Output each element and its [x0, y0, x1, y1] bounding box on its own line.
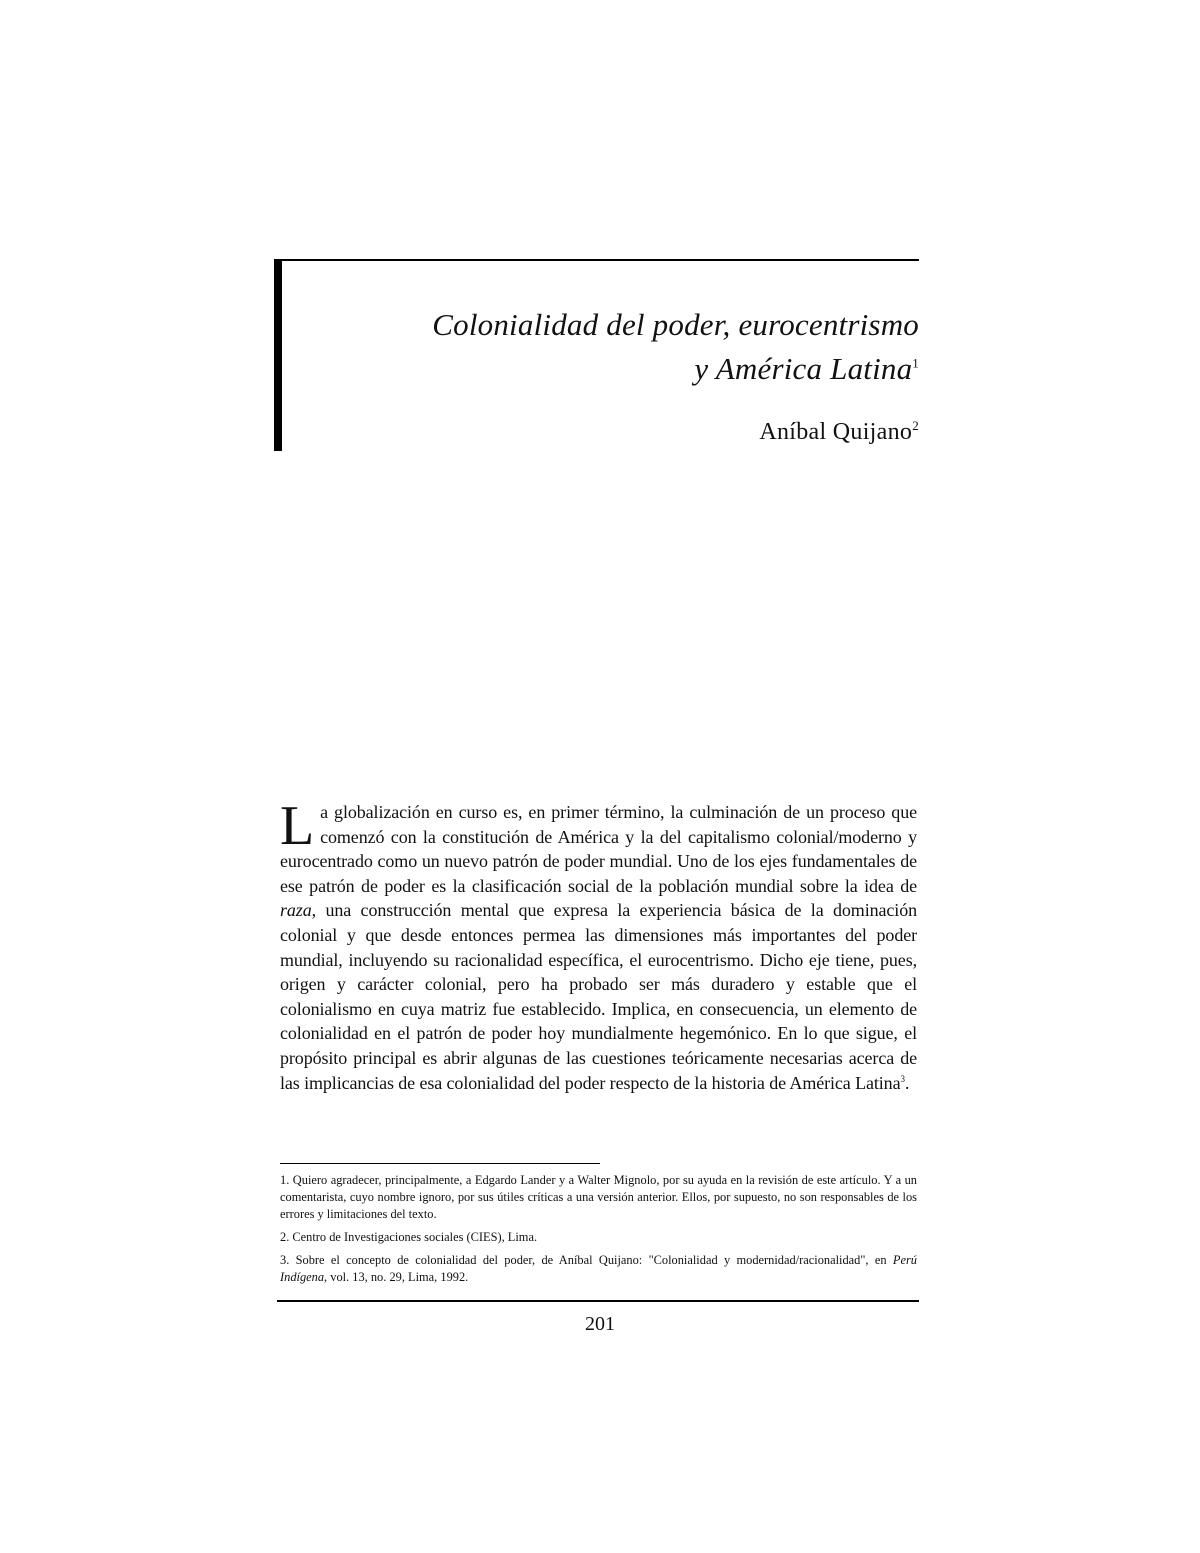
body-end-punct: . — [904, 1072, 910, 1093]
author-name-text: Aníbal Quijano — [759, 419, 913, 445]
body-text-part-2: , una construcción mental que expresa la experiencia básica de la dominación colonial y que desde entonces permea las dimensiones más importantes del poder mundial, incluyendo su racionalidad específica, el eurocentrismo. Dicho eje tiene, pues, origen y carácter colonial, pero ha probado ser más duradero y estable que el colonialismo en cuya matriz fue establecido. Implica, en consecuencia, un elemento de colonialidad en el patrón de poder hoy mundialmente hegemónico. En lo que sigue, el propósito principal es abrir algunas de las cuestiones teóricamente necesarias acerca de las implicancias de esa colonialidad del poder respecto de la historia de América Latina — [280, 900, 917, 1093]
footnote-3 — [280, 1252, 917, 1286]
page-number: 201 — [585, 1313, 615, 1335]
body-footnote-ref[interactable]: 3 — [900, 1073, 905, 1084]
page-bottom-rule — [277, 1300, 919, 1302]
body-paragraph — [280, 795, 917, 1095]
title-block — [274, 259, 919, 451]
article-title — [359, 303, 919, 391]
title-footnote-ref[interactable]: 1 — [912, 355, 919, 371]
footnotes — [280, 1172, 917, 1292]
footnote-1: 1. Quiero agradecer, principalmente, a Edgardo Lander y a Walter Mignolo, por su ayuda en la revisión de este artículo. Y a un comentarista, cuyo nombre ignoro, por sus útiles críticas a una versión anterior. Ellos, por supuesto, no son responsables de los errores y limitaciones del texto. — [280, 1173, 917, 1221]
drop-cap: L — [280, 795, 315, 857]
footnote-3-text: 3. Sobre el concepto de colonialidad del poder, de Aníbal Quijano: "Colonialidad y modernidad/racionalidad", en — [280, 1253, 893, 1267]
title-line-2-text: y América Latina — [694, 351, 913, 386]
title-line-1: Colonialidad del poder, eurocentrismo — [432, 307, 919, 342]
author-footnote-ref[interactable]: 2 — [912, 418, 919, 433]
author-name — [759, 417, 919, 447]
body-italic-term: raza — [280, 900, 312, 921]
footnote-2: 2. Centro de Investigaciones sociales (CIES), Lima. — [280, 1230, 538, 1244]
title-top-rule — [274, 259, 919, 261]
title-vertical-bar — [274, 259, 282, 451]
title-line-2 — [359, 347, 919, 391]
footnote-3-tail: , vol. 13, no. 29, Lima, 1992. — [324, 1270, 469, 1284]
body-text-part-1: a globalización en curso es, en primer término, la culminación de un proceso que comenzó con la constitución de América y la del capitalismo colonial/moderno y eurocentrado como un nuevo patrón de poder mundial. Uno de los ejes fundamentales de ese patrón de poder es la clasificación social de la población mundial sobre la idea de — [280, 802, 917, 896]
footnote-3-italic: Perú Indígena — [280, 1253, 917, 1284]
footnote-separator — [280, 1163, 600, 1164]
